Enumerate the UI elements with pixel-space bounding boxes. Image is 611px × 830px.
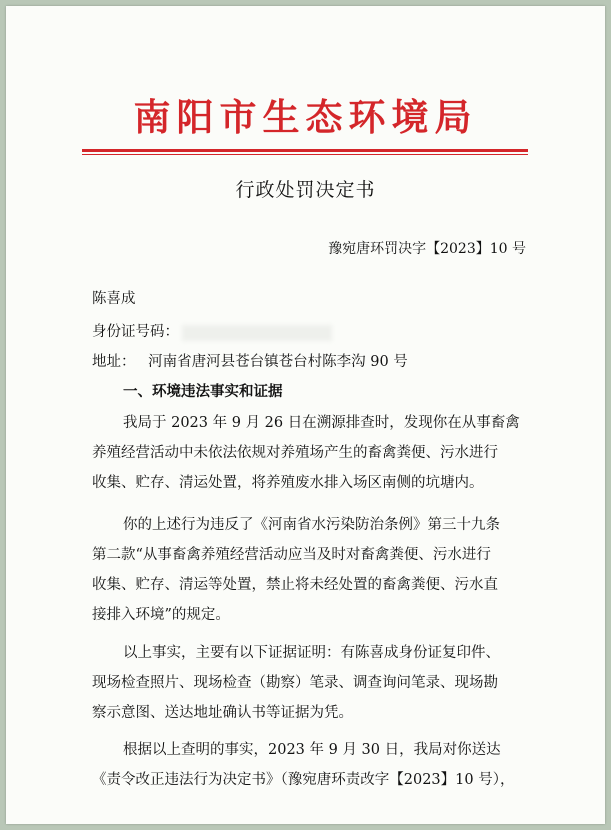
address-value: 河南省唐河县苍台镇苍台村陈李沟 90 号 [148,354,408,370]
party-name: 陈喜成 [92,291,136,307]
id-number-label: 身份证号码： [92,324,179,340]
body-line: 养殖经营活动中未依法依规对养殖场产生的畜禽粪便、污水进行 [92,445,498,461]
body-line: 第二款“从事畜禽养殖经营活动应当及时对畜禽粪便、污水进行 [92,547,491,563]
red-divider-thin [82,154,528,155]
body-line: 以上事实，主要有以下证据证明：有陈喜成身份证复印件、 [123,645,500,661]
body-line: 《责令改正违法行为决定书》（豫宛唐环责改字【2023】10 号）， [92,772,515,788]
address-label: 地址： [92,354,136,370]
body-line: 根据以上查明的事实，2023 年 9 月 30 日，我局对你送达 [123,742,501,758]
document-page [6,6,605,824]
organization-title: 南阳市生态环境局 [133,95,478,139]
body-line: 收集、贮存、清运等处置，禁止将未经处置的畜禽粪便、污水直 [92,577,498,593]
document-number: 豫宛唐环罚决字【2023】10 号 [328,241,526,257]
body-line: 你的上述行为违反了《河南省水污染防治条例》第三十九条 [123,517,500,533]
body-line: 我局于 2023 年 9 月 26 日在溯源排查时，发现你在从事畜禽 [123,415,520,431]
section-heading: 一、环境违法事实和证据 [123,383,283,400]
redacted-id-number [182,325,332,341]
address-line [92,352,408,372]
document-title: 行政处罚决定书 [235,179,376,201]
red-divider-thick [82,149,528,152]
body-line: 现场检查照片、现场检查（勘察）笔录、调查询问笔录、现场勘 [92,675,498,691]
body-line: 察示意图、送达地址确认书等证据为凭。 [92,705,353,721]
body-line: 收集、贮存、清运处置，将养殖废水排入场区南侧的坑塘内。 [92,475,484,491]
body-line: 接排入环境”的规定。 [92,607,230,623]
